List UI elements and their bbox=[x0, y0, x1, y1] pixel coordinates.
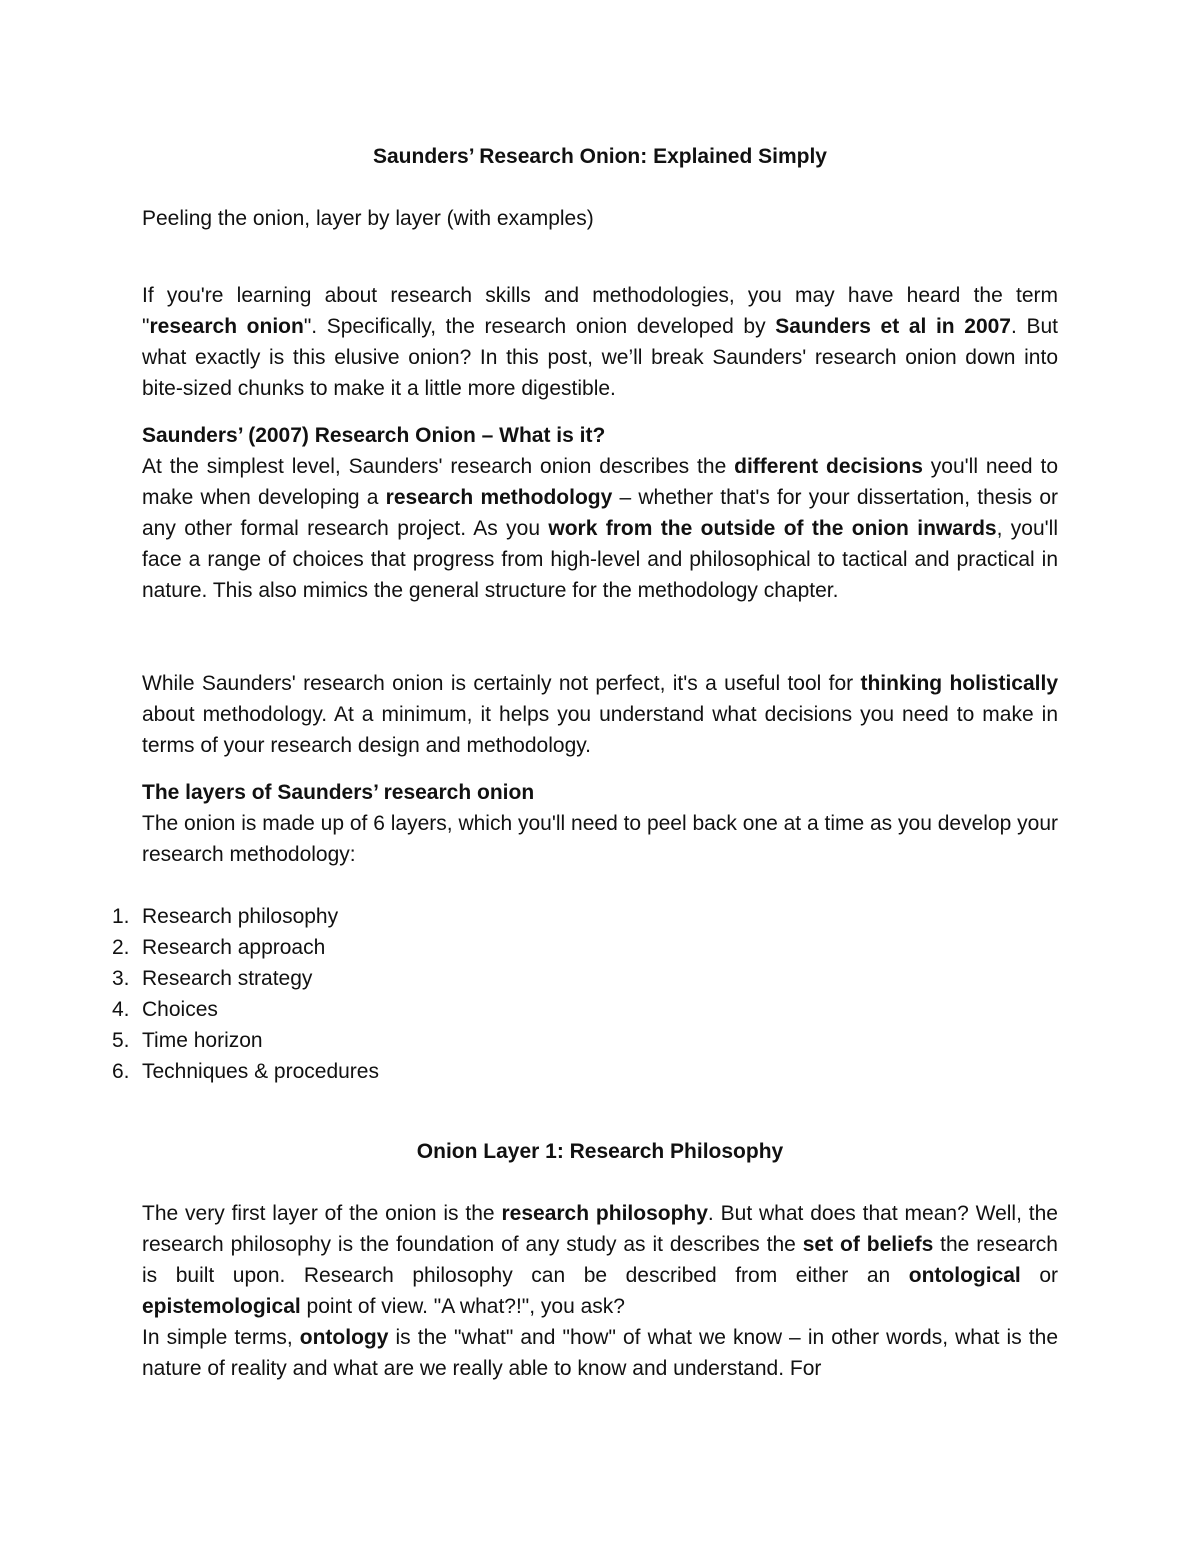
section-heading-what-is-it: Saunders’ (2007) Research Onion – What is it? bbox=[142, 424, 606, 447]
list-item-number: 2. bbox=[112, 936, 130, 959]
list-item-label: Research strategy bbox=[142, 967, 313, 990]
list-item-label: Choices bbox=[142, 998, 218, 1021]
intro-text-2: ". Specifically, the research onion developed by bbox=[303, 315, 776, 338]
section-heading-layer-1: Onion Layer 1: Research Philosophy bbox=[416, 1140, 784, 1163]
layers-intro-paragraph: The onion is made up of 6 layers, which you'll need to peel back one at a time as you develop your research methodology: bbox=[142, 812, 1058, 866]
list-item-label: Time horizon bbox=[142, 1029, 263, 1052]
s1p2-bold-1: thinking holistically bbox=[860, 672, 1059, 695]
s1p1-text-3: – whether that's for your dissertation, thesis or any other formal research project. As you bbox=[142, 486, 1058, 540]
s3p2-bold-1: ontology bbox=[299, 1326, 389, 1349]
layer-1-paragraph bbox=[142, 1198, 1058, 1322]
s3p1-text-4: or bbox=[1020, 1264, 1058, 1287]
document-subtitle: Peeling the onion, layer by layer (with examples) bbox=[142, 207, 594, 230]
list-item bbox=[112, 994, 379, 1025]
intro-text-3: . But what exactly is this elusive onion? In this post, we’ll break Saunders' research onion down into bite-sized chunks to make it a little more digestible. bbox=[142, 315, 1058, 400]
s3p1-bold-2: set of beliefs bbox=[802, 1233, 934, 1256]
list-item-number: 5. bbox=[112, 1029, 130, 1052]
s1p1-text-2: you'll need to make when developing a bbox=[142, 455, 1059, 509]
s3p1-text-1: The very first layer of the onion is the bbox=[142, 1202, 502, 1225]
s3p1-text-5: point of view. "A what?!", you ask? bbox=[300, 1295, 625, 1318]
list-item bbox=[112, 1025, 379, 1056]
document-title: Saunders’ Research Onion: Explained Simply bbox=[373, 145, 827, 168]
list-item bbox=[112, 963, 379, 994]
s3p1-bold-4: epistemological bbox=[142, 1295, 301, 1318]
s1p2-text-1: While Saunders' research onion is certainly not perfect, it's a useful tool for bbox=[142, 672, 861, 695]
ontology-paragraph bbox=[142, 1322, 1058, 1384]
s1p1-bold-2: research methodology bbox=[385, 486, 613, 509]
list-item bbox=[112, 932, 379, 963]
list-item bbox=[112, 901, 379, 932]
s3p1-bold-3: ontological bbox=[908, 1264, 1021, 1287]
s1p1-bold-1: different decisions bbox=[734, 455, 923, 478]
layers-list bbox=[112, 901, 379, 1087]
list-item-label: Techniques & procedures bbox=[142, 1060, 379, 1083]
intro-text-1: If you're learning about research skills and methodologies, you may have heard the term " bbox=[142, 284, 1058, 338]
what-is-it-paragraph bbox=[142, 451, 1058, 606]
not-perfect-paragraph bbox=[142, 668, 1058, 761]
list-item bbox=[112, 1056, 379, 1087]
s3p2-text-2: is the "what" and "how" of what we know – in other words, what is the nature of reality and what are we really able to know and understand. For bbox=[142, 1326, 1058, 1380]
intro-bold-saunders: Saunders et al in 2007 bbox=[775, 315, 1011, 338]
s3p1-bold-1: research philosophy bbox=[501, 1202, 708, 1225]
intro-paragraph bbox=[142, 280, 1058, 404]
s3p1-text-3: the research is built upon. Research philosophy can be described from either an bbox=[142, 1233, 1058, 1287]
s1p2-text-2: about methodology. At a minimum, it helps you understand what decisions you need to make in terms of your research design and methodology. bbox=[142, 703, 1058, 757]
list-item-number: 6. bbox=[112, 1060, 130, 1083]
list-item-label: Research philosophy bbox=[142, 905, 339, 928]
s1p1-bold-3: work from the outside of the onion inwards bbox=[548, 517, 997, 540]
s3p2-text-1: In simple terms, bbox=[142, 1326, 300, 1349]
s1p1-text-4: , you'll face a range of choices that progress from high-level and philosophical to tactical and practical in nature. This also mimics the general structure for the methodology chapter. bbox=[142, 517, 1059, 602]
list-item-label: Research approach bbox=[142, 936, 326, 959]
intro-bold-research-onion: research onion bbox=[149, 315, 304, 338]
section-heading-layers: The layers of Saunders’ research onion bbox=[142, 781, 535, 804]
list-item-number: 3. bbox=[112, 967, 130, 990]
s3p1-text-2: . But what does that mean? Well, the research philosophy is the foundation of any study as it describes the bbox=[142, 1202, 1058, 1256]
list-item-number: 4. bbox=[112, 998, 130, 1021]
s1p1-text-1: At the simplest level, Saunders' research onion describes the bbox=[142, 455, 735, 478]
list-item-number: 1. bbox=[112, 905, 130, 928]
